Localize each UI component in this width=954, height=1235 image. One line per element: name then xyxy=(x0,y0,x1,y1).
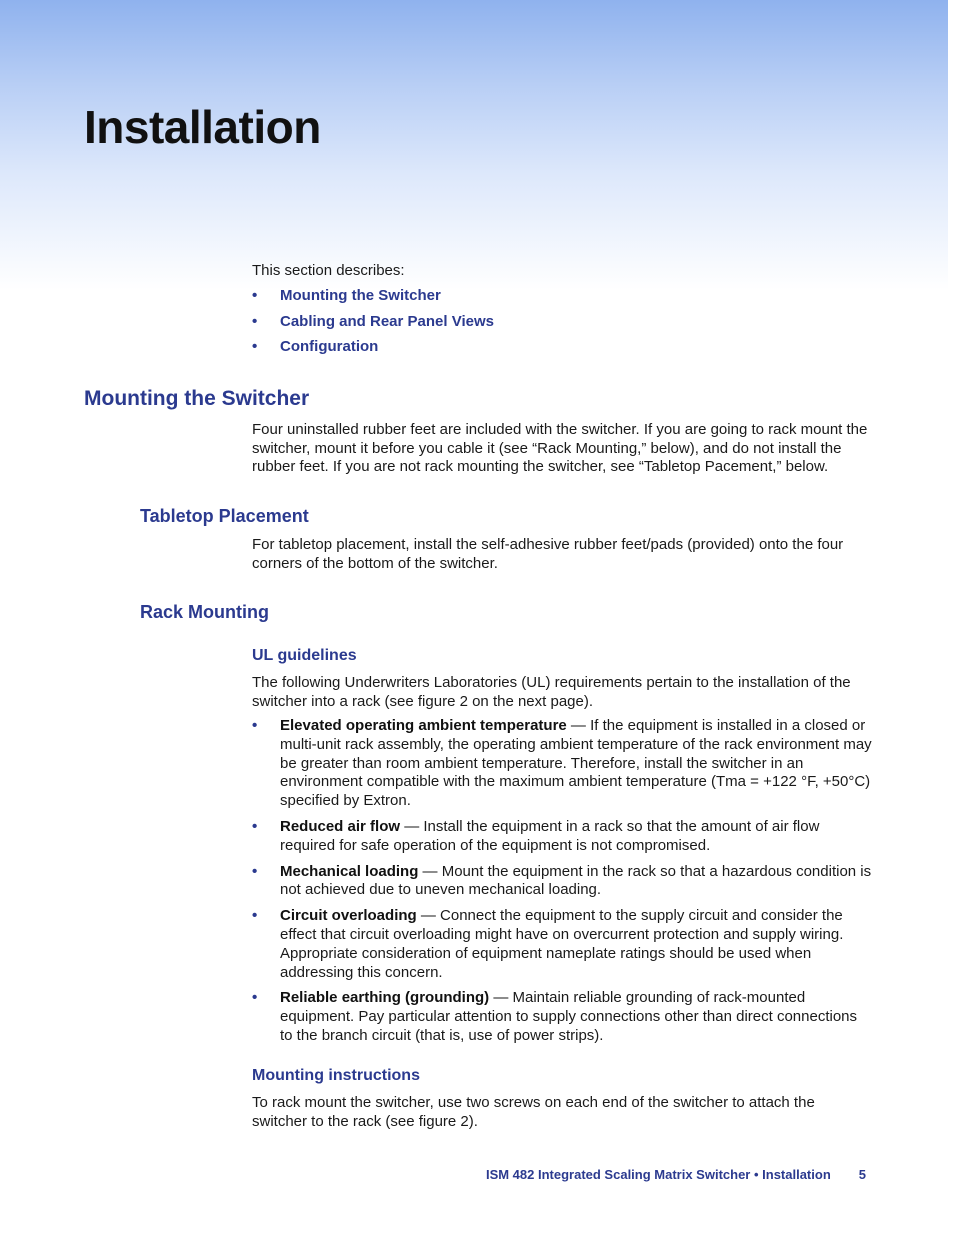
bullet: • xyxy=(252,338,258,356)
guideline-item xyxy=(252,907,872,982)
guideline-text: — Maintain reliable grounding of rack-mounted equipment. Pay particular attention to supply connections other than direct connections to the branch circuit (that is, use of power strips). xyxy=(280,989,858,1044)
guideline-text: — If the equipment is installed in a closed or multi-unit rack assembly, the operating ambient temperature of the rack environment may be greater than room ambient temperature. Therefore, install the switcher in an environment compatible with the maximum ambient temperature (Tma = +122 °F, +50°C) specified by Extron. xyxy=(280,717,872,810)
toc-link-cabling[interactable]: Cabling and Rear Panel Views xyxy=(280,312,494,330)
mounting-instructions-paragraph: To rack mount the switcher, use two screws on each end of the switcher to attach the switcher to the rack (see figure 2). xyxy=(252,1094,815,1130)
ul-intro-paragraph: The following Underwriters Laboratories (UL) requirements pertain to the installation of the switcher into a rack (see figure 2 on the next page). xyxy=(252,674,851,710)
section-contents-list xyxy=(252,287,494,364)
toc-item-configuration xyxy=(252,338,494,364)
guideline-item xyxy=(252,989,872,1045)
heading-ul-guidelines: UL guidelines xyxy=(252,647,357,664)
guideline-term: Reduced air flow xyxy=(280,817,401,835)
toc-link-mounting[interactable]: Mounting the Switcher xyxy=(280,287,441,304)
mounting-paragraph: Four uninstalled rubber feet are included with the switcher. If you are going to rack mount the switcher, mount it before you cable it (see “Rack Mounting,” below), and do not install the rubber feet. If you are not rack mounting the switcher, see “Tabletop Pacement,” below. xyxy=(252,421,868,476)
guideline-term: Circuit overloading xyxy=(280,907,417,925)
heading-rack-mounting: Rack Mounting xyxy=(140,602,269,622)
page-footer xyxy=(486,1167,866,1182)
bullet: • xyxy=(252,287,258,304)
page-number: 5 xyxy=(858,1167,866,1182)
intro-text: This section describes: xyxy=(252,262,405,279)
guideline-item xyxy=(252,863,872,901)
page-edge xyxy=(948,0,954,1235)
guideline-term: Elevated operating ambient temperature xyxy=(280,717,567,734)
guideline-text: — Install the equipment in a rack so that the amount of air flow required for safe operation of the equipment is not compromised. xyxy=(280,817,820,854)
bullet: • xyxy=(252,312,258,330)
guideline-term: Mechanical loading xyxy=(280,862,419,880)
footer-title: ISM 482 Integrated Scaling Matrix Switcher • Installation xyxy=(485,1167,831,1182)
bullet: • xyxy=(252,817,258,835)
toc-item-cabling xyxy=(252,313,494,339)
heading-mounting-the-switcher: Mounting the Switcher xyxy=(84,387,310,410)
bullet: • xyxy=(252,989,258,1007)
guideline-item xyxy=(252,717,872,811)
bullet: • xyxy=(252,907,258,925)
heading-tabletop-placement: Tabletop Placement xyxy=(140,506,309,526)
heading-mounting-instructions: Mounting instructions xyxy=(252,1067,420,1084)
toc-item-mounting xyxy=(252,287,494,313)
guideline-text: — Connect the equipment to the supply circuit and consider the effect that circuit overloading might have on overcurrent protection and supply wiring. Appropriate consideration of equipment nameplate ratings should be used when addressing this concern. xyxy=(280,907,844,981)
guideline-item xyxy=(252,818,872,856)
tabletop-paragraph: For tabletop placement, install the self-adhesive rubber feet/pads (provided) onto the four corners of the bottom of the switcher. xyxy=(252,536,844,572)
ul-guidelines-list xyxy=(252,717,872,1053)
guideline-term: Reliable earthing (grounding) xyxy=(280,989,490,1007)
toc-link-configuration[interactable]: Configuration xyxy=(280,338,379,356)
page-title: Installation xyxy=(84,101,321,153)
guideline-text: — Mount the equipment in the rack so that a hazardous condition is not achieved due to uneven mechanical loading. xyxy=(280,862,872,899)
bullet: • xyxy=(252,862,258,880)
bullet: • xyxy=(252,717,258,734)
